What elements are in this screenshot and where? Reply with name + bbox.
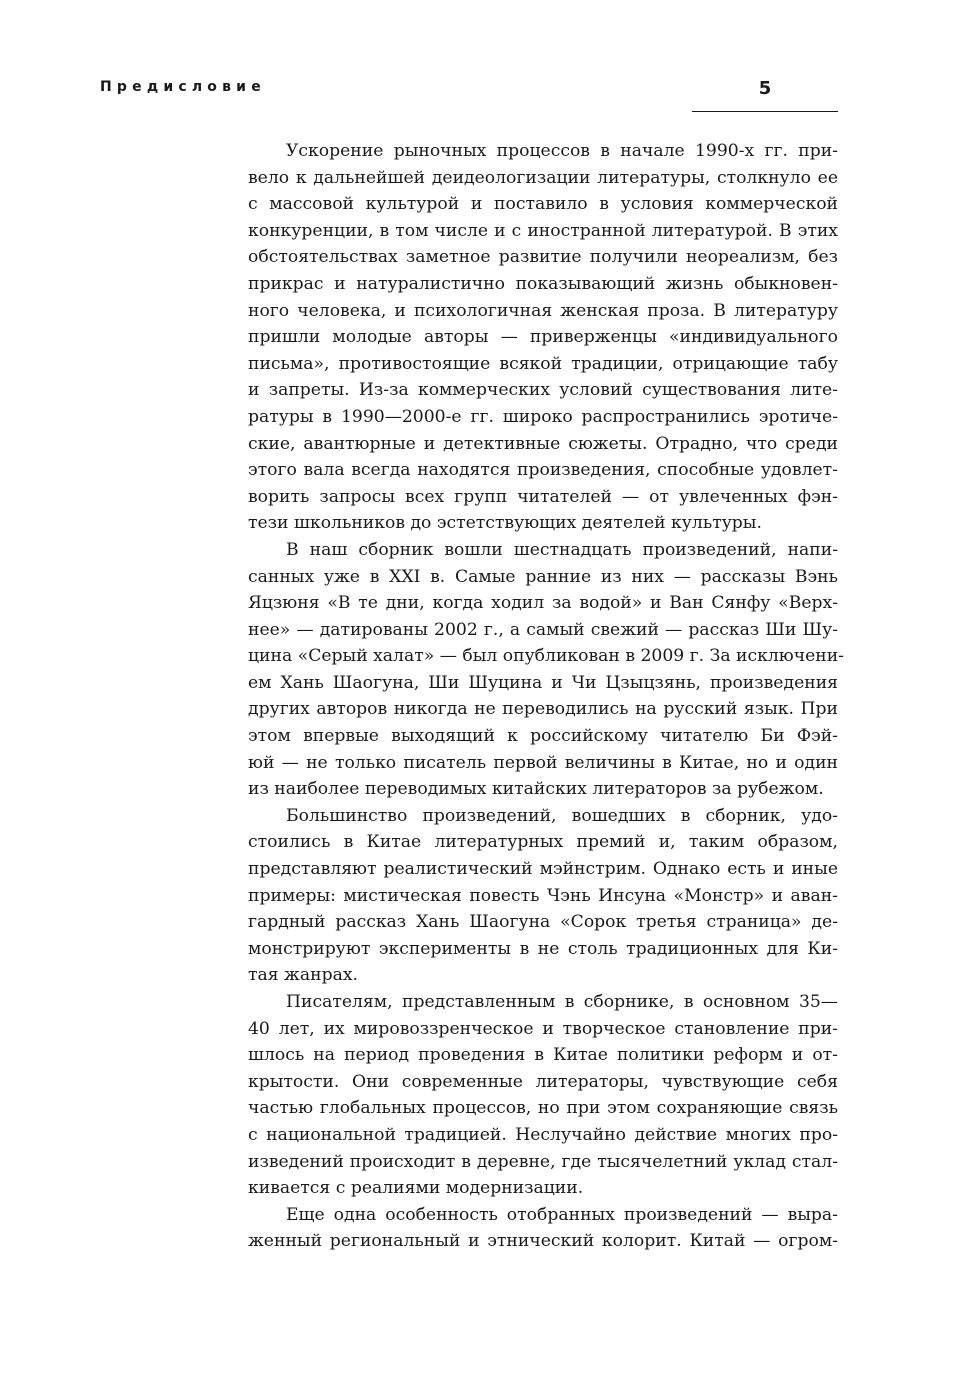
text-line: вело к дальнейшей деидеологизации литературы, столкнуло ее — [248, 167, 838, 188]
text-line: цина «Серый халат» — был опубликован в 2009 г. За исключени- — [248, 646, 844, 667]
text-line: частью глобальных процессов, но при этом сохраняющие связь — [248, 1098, 838, 1119]
text-line: других авторов никогда не переводились на русский язык. При — [248, 699, 838, 720]
text-line: Ускорение рыночных процессов в начале 1990-х гг. при- — [286, 141, 838, 161]
text-line: шлось на период проведения в Китае политики реформ и от- — [248, 1045, 838, 1066]
text-line: крытости. Они современные литераторы, чувствующие себя — [248, 1071, 838, 1092]
text-line: изведений происходит в деревне, где тысячелетний уклад стал- — [248, 1151, 838, 1172]
text-line: Яцзюня «В те дни, когда ходил за водой» и Ван Сянфу «Верх- — [248, 593, 838, 614]
text-line: женный региональный и этнический колорит. Китай — огром- — [248, 1231, 838, 1252]
text-line: этом впервые выходящий к российскому читателю Би Фэй- — [248, 726, 838, 747]
paragraph — [248, 1202, 838, 1255]
text-line: ские, авантюрные и детективные сюжеты. Отрадно, что среди — [248, 433, 838, 454]
text-line: пришли молодые авторы — приверженцы «индивидуального — [248, 327, 838, 348]
text-line: стоились в Китае литературных премий и, таким образом, — [248, 832, 838, 853]
text-line: представляют реалистический мэйнстрим. Однако есть и иные — [248, 859, 838, 880]
text-line: 40 лет, их мировоззренческое и творческое становление при- — [248, 1018, 838, 1039]
text-line: с массовой культурой и поставило в условия коммерческой — [248, 194, 838, 215]
text-line: конкуренции, в том числе и с иностранной литературой. В этих — [248, 220, 838, 241]
text-line: ного человека, и психологичная женская проза. В литературу — [248, 300, 838, 321]
text-line: нее» — датированы 2002 г., а самый свежий — рассказ Ши Шу- — [248, 619, 838, 640]
text-line: монстрируют эксперименты в не столь традиционных для Ки- — [248, 938, 838, 959]
text-line: ем Хань Шаогуна, Ши Шуцина и Чи Цзыцзянь, произведения — [248, 672, 838, 693]
paragraph — [248, 138, 838, 537]
text-line: Большинство произведений, вошедших в сборник, удо- — [286, 805, 838, 826]
text-line: кивается с реалиями модернизации. — [248, 1178, 584, 1199]
text-line: тези школьников до эстетствующих деятелей культуры. — [248, 513, 762, 534]
text-line: письма», противостоящие всякой традиции, отрицающие табу — [248, 353, 838, 374]
text-line: и запреты. Из-за коммерческих условий существования лите- — [248, 380, 838, 401]
text-line: обстоятельствах заметное развитие получили неореализм, без — [248, 247, 838, 268]
text-line: Писателям, представленным в сборнике, в основном 35— — [286, 992, 838, 1012]
text-line: Еще одна особенность отобранных произведений — выра- — [286, 1204, 838, 1225]
text-line: из наиболее переводимых китайских литераторов за рубежом. — [248, 779, 824, 800]
text-line: тая жанрах. — [248, 965, 358, 986]
paragraph — [248, 803, 838, 989]
paragraph — [248, 537, 844, 803]
text-line: примеры: мистическая повесть Чэнь Инсуна «Монстр» и аван- — [248, 885, 838, 906]
running-head: Предисловие — [100, 79, 266, 95]
text-line: гардный рассказ Хань Шаогуна «Сорок третья страница» де- — [248, 912, 838, 933]
text-line: юй — не только писатель первой величины в Китае, но и один — [248, 752, 838, 773]
text-line: прикрас и натуралистично показывающий жизнь обыкновен- — [248, 273, 838, 294]
text-line: с национальной традицией. Неслучайно действие многих про- — [248, 1124, 838, 1145]
text-line: В наш сборник вошли шестнадцать произведений, напи- — [286, 539, 838, 560]
text-line: этого вала всегда находятся произведения, способные удовлет- — [248, 460, 838, 481]
header-rule — [692, 111, 838, 112]
main-text — [248, 138, 844, 1255]
paragraph — [248, 989, 838, 1202]
text-line: санных уже в XXI в. Самые ранние из них — рассказы Вэнь — [248, 566, 838, 587]
text-line: ратуры в 1990—2000-е гг. широко распространились эротиче- — [248, 406, 838, 427]
page-number: 5 — [758, 78, 772, 99]
text-line: ворить запросы всех групп читателей — от увлеченных фэн- — [248, 486, 838, 507]
